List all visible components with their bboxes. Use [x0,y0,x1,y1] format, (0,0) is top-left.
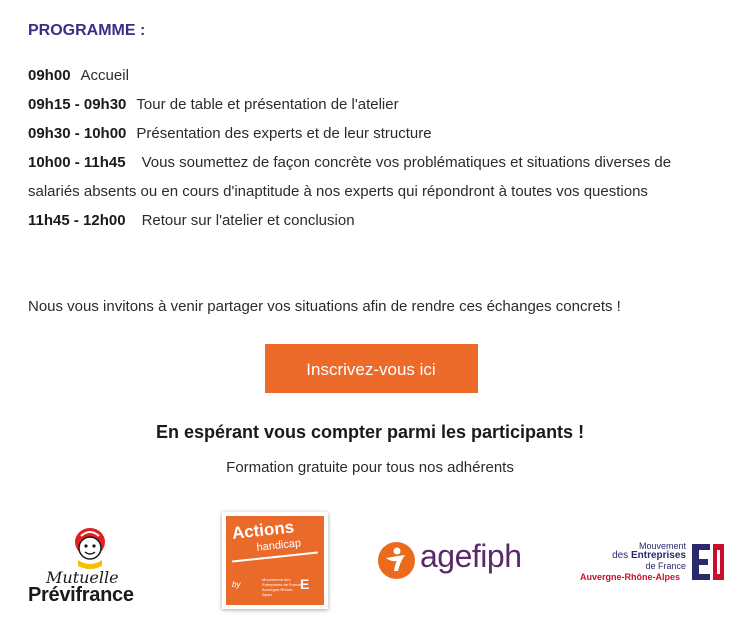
schedule-time: 09h00 [28,67,71,84]
programme-title: PROGRAMME : [28,22,146,39]
schedule-text: Accueil [80,67,129,84]
partner-logos [0,508,740,618]
handicap-wordmark: handicap [256,537,302,554]
medef-line2b: Entreprises [630,550,686,561]
actions-by: by [232,580,241,589]
schedule-item [28,148,718,206]
agefiph-figure-icon [378,542,415,579]
agefiph-wordmark: agefiph [420,538,522,574]
register-button[interactable]: Inscrivez-vous ici [265,344,478,393]
schedule-item [28,90,718,119]
mutuelle-wordmark-line1: Mutuelle [46,568,119,587]
programme-section [28,20,718,235]
invite-text: Nous vous invitons à venir partager vos situations afin de rendre ces échanges concrets ! [28,298,621,315]
medef-line1: Mouvement [638,541,686,551]
agefiph-logo [378,538,558,582]
medef-e-icon [690,542,726,582]
free-training-note: Formation gratuite pour tous nos adhérents [226,459,514,476]
schedule-item [28,119,718,148]
medef-line2a: des [612,550,629,561]
actions-handicap-panel [226,516,324,605]
medef-line3: de France [645,561,686,571]
actions-handicap-logo [222,512,328,609]
schedule-text: Présentation des experts et de leur structure [136,125,432,142]
mascot-icon [72,526,108,572]
actions-mini-medef: Mouvement des Entreprises de France Auvergne-Rhône-Alpes [262,577,302,597]
schedule-time: 11h45 - 12h00 [28,212,126,229]
schedule-item [28,206,718,235]
closing-heading: En espérant vous compter parmi les participants ! [155,422,585,442]
mutuelle-wordmark-line2: Prévifrance [28,584,134,606]
schedule-time: 09h30 - 10h00 [28,125,127,142]
agefiph-circle-icon [378,542,415,579]
medef-line4: Auvergne-Rhône-Alpes [580,572,681,582]
schedule-time: 09h15 - 09h30 [28,96,127,113]
cta-wrapper [0,344,740,393]
mutuelle-previfrance-logo [24,522,158,604]
schedule-text: Vous soumettez de façon concrète vos problématiques et situations diverses de salariés absents ou en cours d'inaptitude à nos experts qui répondront à toutes vos questions [28,154,672,200]
medef-auvergne-rhone-alpes-logo [578,542,728,586]
schedule-text: Tour de table et présentation de l'atelier [136,96,399,113]
schedule-text: Retour sur l'atelier et conclusion [141,212,355,229]
schedule-item [28,61,718,90]
actions-wordmark: Actions [231,517,295,543]
schedule-list [28,61,718,235]
actions-underline [232,552,318,563]
actions-mini-e-mark: E [300,576,310,592]
schedule-time: 10h00 - 11h45 [28,154,126,171]
medef-line2 [612,551,686,561]
